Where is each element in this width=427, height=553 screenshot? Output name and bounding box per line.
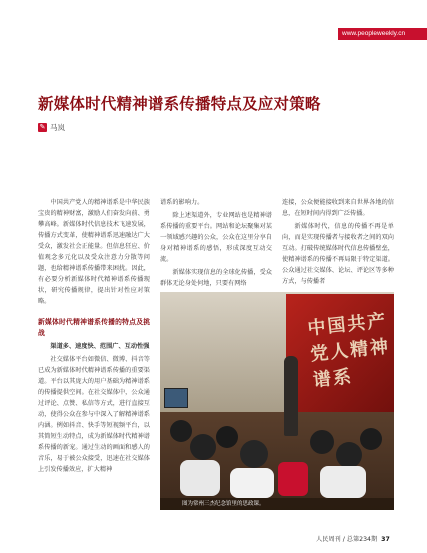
article-title: 新媒体时代精神谱系传播特点及应对策略 (38, 94, 321, 113)
photo-student (336, 442, 362, 468)
photo-student (216, 426, 238, 448)
photo-student (170, 420, 192, 442)
page-number: 37 (381, 536, 390, 543)
body-paragraph: 谱系的影响力。 (160, 199, 204, 206)
photo-student (240, 440, 268, 468)
body-paragraph: 社交媒体平台如微信、微博、抖音等已成为新媒体时代精神谱系传播的重要渠道。平台以其庞大的用户基础为精神谱系的传播提供空间。在社交媒体中，公众通过评论、点赞、私信等方式，进行直接互动，使得公众在参与中深入了解精神谱系内涵。例如抖音、快手等短视频平台，以其简短生动特点，成为新媒体时代精神谱系传播的新宠。通过生动的画面和感人的音乐，易于被公众接受，迅速在社交媒体上引发传播效应，扩大精神 (38, 356, 150, 473)
body-paragraph: 新媒体实现信息的全球化传播，受众群体无论身处何地，只要有网络 (160, 269, 272, 287)
subsection-heading: 渠道多、速度快、范围广、互动性强 (50, 343, 150, 350)
article-photo (160, 292, 394, 510)
photo-student-shirt (320, 466, 366, 498)
photo-student-shirt (230, 468, 274, 498)
author-name: 马岚 (50, 123, 65, 132)
intro-paragraph: 中国共产党人的精神谱系是中华民族宝贵的精神财富，激励人们奋发向前、勇攀高峰。新媒体时代信息技术飞速发展，传播方式变革，使精神谱系迅速融达广大受众，激发社会正能量。但信息狂应、价值观念多元化以及受众注意力分散等问题，也给精神谱系传播带来困扰。因此，有必要分析新媒体时代精神谱系传播现状，研究传播规律，提出针对性应对策略。 (38, 199, 150, 305)
photo-caption: 图为常州三杰纪念馆里的思政课。 (182, 501, 265, 507)
site-url: www.peopleweekly.cn (342, 30, 406, 37)
photo-statue (284, 356, 298, 436)
photo-screen (164, 388, 188, 408)
body-paragraph: 连接，公众便能接收到来自世界各地的信息，在短时间内得到广泛传播。 (282, 199, 394, 217)
photo-student-shirt (180, 460, 220, 496)
body-paragraph: 除上述渠道外，专业网站也是精神谱系传播的重要平台。网站和论坛聚集对某一领域感兴趣的公众，公众在这里分享自身对精神谱系的感悟，形成深度互动交流。 (160, 212, 272, 263)
photo-student (190, 434, 216, 460)
text-column-2 (160, 197, 272, 291)
photo-calligraphy: 中国共产党人精神谱系 (306, 310, 392, 392)
photo-student (360, 428, 382, 450)
author-pen-icon: ✎ (39, 123, 46, 131)
site-url-bar (338, 28, 427, 40)
text-column-1 (38, 197, 150, 477)
publication-info: 人民周刊 / 总第234期 (316, 536, 378, 543)
photo-student (310, 430, 334, 454)
text-column-3 (282, 197, 394, 289)
section-heading: 新媒体时代精神谱系传播的特点及挑战 (38, 318, 150, 337)
page-footer (316, 534, 390, 543)
body-paragraph: 新媒体时代，信息的传播不再是单向，而是实现传播者与接收者之间的双向互动。打破传统媒体时代信息传播壁垒，使精神谱系的传播不再局限于特定渠道。公众通过社交媒体、论坛、评论区等多种方式，与传播者 (282, 223, 394, 285)
photo-student-scarf (278, 462, 308, 496)
